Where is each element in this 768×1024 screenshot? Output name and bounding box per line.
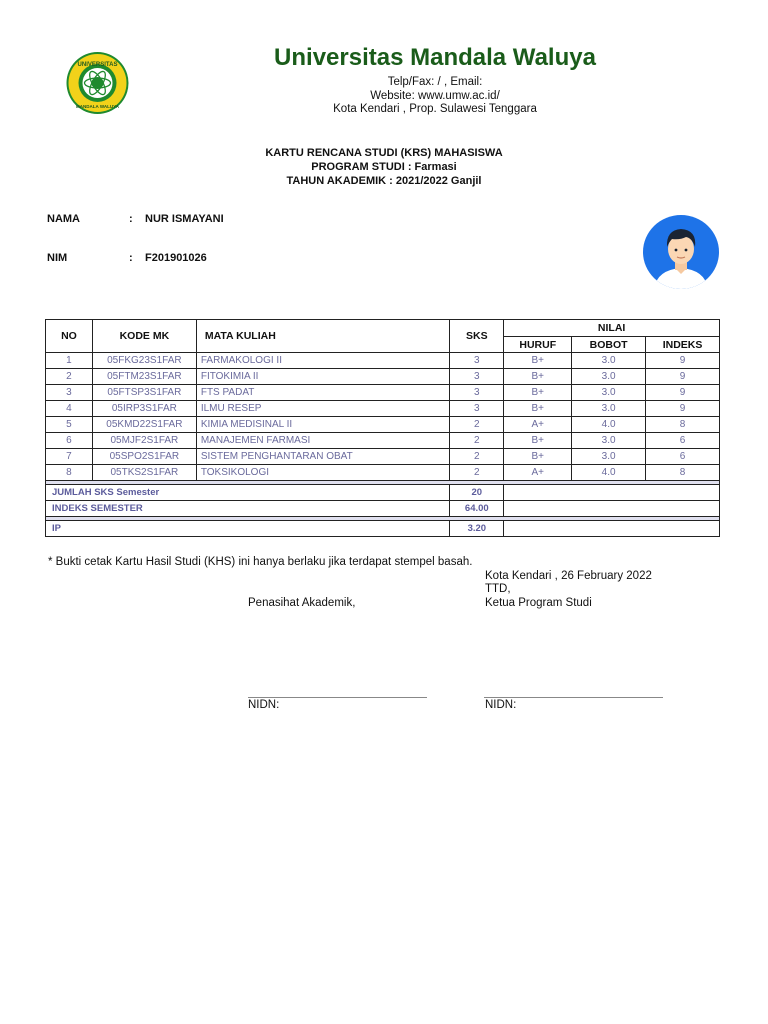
cell-mata-kuliah: MANAJEMEN FARMASI (196, 433, 450, 449)
cell-indeks: 9 (646, 385, 720, 401)
course-row (46, 417, 720, 433)
course-rows (46, 353, 720, 481)
university-name: Universitas Mandala Waluya (274, 44, 596, 71)
cell-kode-mk: 05MJF2S1FAR (92, 433, 196, 449)
cell-indeks: 9 (646, 369, 720, 385)
tahun-akademik-line: TAHUN AKADEMIK : 2021/2022 Ganjil (286, 175, 482, 187)
document-title-line: KARTU RENCANA STUDI (KRS) MAHASISWA (265, 147, 503, 159)
ip-value: 3.20 (450, 521, 504, 537)
nim-label: NIM (47, 252, 68, 264)
cell-bobot: 3.0 (572, 449, 646, 465)
cell-kode-mk: 05FKG23S1FAR (92, 353, 196, 369)
cell-indeks: 8 (646, 417, 720, 433)
cell-no: 8 (46, 465, 93, 481)
header-bobot: BOBOT (572, 337, 646, 353)
cell-mata-kuliah: KIMIA MEDISINAL II (196, 417, 450, 433)
ketua-prodi-label: Ketua Program Studi (485, 597, 592, 609)
cell-mata-kuliah: FITOKIMIA II (196, 369, 450, 385)
cell-no: 6 (46, 433, 93, 449)
cell-huruf: B+ (504, 401, 572, 417)
left-signature-line (248, 697, 427, 698)
cell-sks: 3 (450, 401, 504, 417)
name-label: NAMA (47, 213, 80, 225)
cell-kode-mk: 05FTM23S1FAR (92, 369, 196, 385)
cell-indeks: 8 (646, 465, 720, 481)
cell-huruf: B+ (504, 449, 572, 465)
cell-sks: 3 (450, 385, 504, 401)
cell-bobot: 3.0 (572, 433, 646, 449)
cell-no: 3 (46, 385, 93, 401)
header-mata-kuliah: MATA KULIAH (196, 320, 450, 353)
cell-huruf: B+ (504, 385, 572, 401)
cell-kode-mk: 05IRP3S1FAR (92, 401, 196, 417)
cell-bobot: 3.0 (572, 401, 646, 417)
left-nidn: NIDN: (248, 699, 280, 711)
cell-mata-kuliah: FTS PADAT (196, 385, 450, 401)
course-row (46, 433, 720, 449)
course-row (46, 353, 720, 369)
name-separator: : (129, 213, 133, 225)
krs-table (45, 319, 720, 537)
cell-kode-mk: 05SPO2S1FAR (92, 449, 196, 465)
jumlah-sks-label: JUMLAH SKS Semester (46, 485, 450, 501)
header-nilai: NILAI (504, 320, 720, 337)
header-kode-mk: KODE MK (92, 320, 196, 353)
cell-kode-mk: 05TKS2S1FAR (92, 465, 196, 481)
penasihat-akademik-label: Penasihat Akademik, (248, 597, 356, 609)
header-huruf: HURUF (504, 337, 572, 353)
logo-top-text: UNIVERSITAS (77, 62, 118, 68)
right-nidn: NIDN: (485, 699, 517, 711)
cell-indeks: 9 (646, 353, 720, 369)
ip-row (46, 521, 720, 537)
cell-mata-kuliah: TOKSIKOLOGI (196, 465, 450, 481)
cell-bobot: 3.0 (572, 369, 646, 385)
cell-no: 7 (46, 449, 93, 465)
university-logo (61, 48, 134, 118)
course-row (46, 401, 720, 417)
cell-bobot: 4.0 (572, 417, 646, 433)
program-studi-line: PROGRAM STUDI : Farmasi (311, 161, 457, 173)
cell-no: 4 (46, 401, 93, 417)
student-avatar (642, 214, 720, 290)
cell-indeks: 6 (646, 433, 720, 449)
cell-huruf: A+ (504, 465, 572, 481)
ttd-label: TTD, (485, 583, 511, 595)
ip-label: IP (46, 521, 450, 537)
cell-sks: 2 (450, 465, 504, 481)
cell-kode-mk: 05KMD22S1FAR (92, 417, 196, 433)
cell-sks: 2 (450, 417, 504, 433)
cell-sks: 3 (450, 369, 504, 385)
cell-bobot: 3.0 (572, 385, 646, 401)
name-value: NUR ISMAYANI (145, 213, 224, 225)
cell-huruf: B+ (504, 353, 572, 369)
cell-huruf: A+ (504, 417, 572, 433)
cell-huruf: B+ (504, 433, 572, 449)
header-no: NO (46, 320, 93, 353)
cell-sks: 2 (450, 433, 504, 449)
cell-indeks: 6 (646, 449, 720, 465)
cell-kode-mk: 05FTSP3S1FAR (92, 385, 196, 401)
jumlah-sks-row (46, 485, 720, 501)
contact-phone-email: Telp/Fax: / , Email: (387, 76, 483, 88)
header-indeks: INDEKS (646, 337, 720, 353)
place-date: Kota Kendari , 26 February 2022 (485, 570, 652, 582)
cell-no: 2 (46, 369, 93, 385)
course-row (46, 449, 720, 465)
nim-separator: : (129, 252, 133, 264)
header-sks: SKS (450, 320, 504, 353)
indeks-semester-label: INDEKS SEMESTER (46, 501, 450, 517)
cell-bobot: 4.0 (572, 465, 646, 481)
course-row (46, 465, 720, 481)
document-title (134, 146, 634, 188)
cell-mata-kuliah: ILMU RESEP (196, 401, 450, 417)
cell-sks: 3 (450, 353, 504, 369)
contact-block (190, 76, 680, 117)
jumlah-sks-value: 20 (450, 485, 504, 501)
cell-no: 1 (46, 353, 93, 369)
nim-value: F201901026 (145, 252, 207, 264)
course-row (46, 369, 720, 385)
contact-address: Kota Kendari , Prop. Sulawesi Tenggara (333, 103, 537, 115)
course-row (46, 385, 720, 401)
indeks-semester-value: 64.00 (450, 501, 504, 517)
cell-no: 5 (46, 417, 93, 433)
cell-mata-kuliah: SISTEM PENGHANTARAN OBAT (196, 449, 450, 465)
cell-huruf: B+ (504, 369, 572, 385)
contact-website: Website: www.umw.ac.id/ (370, 89, 500, 102)
right-signature-line (484, 697, 663, 698)
cell-sks: 2 (450, 449, 504, 465)
indeks-semester-row (46, 501, 720, 517)
cell-bobot: 3.0 (572, 353, 646, 369)
logo-bottom-text: MANDALA WALUYA (76, 104, 119, 109)
cell-mata-kuliah: FARMAKOLOGI II (196, 353, 450, 369)
validity-note: * Bukti cetak Kartu Hasil Studi (KHS) ini hanya berlaku jika terdapat stempel basah. (48, 556, 473, 568)
cell-indeks: 9 (646, 401, 720, 417)
